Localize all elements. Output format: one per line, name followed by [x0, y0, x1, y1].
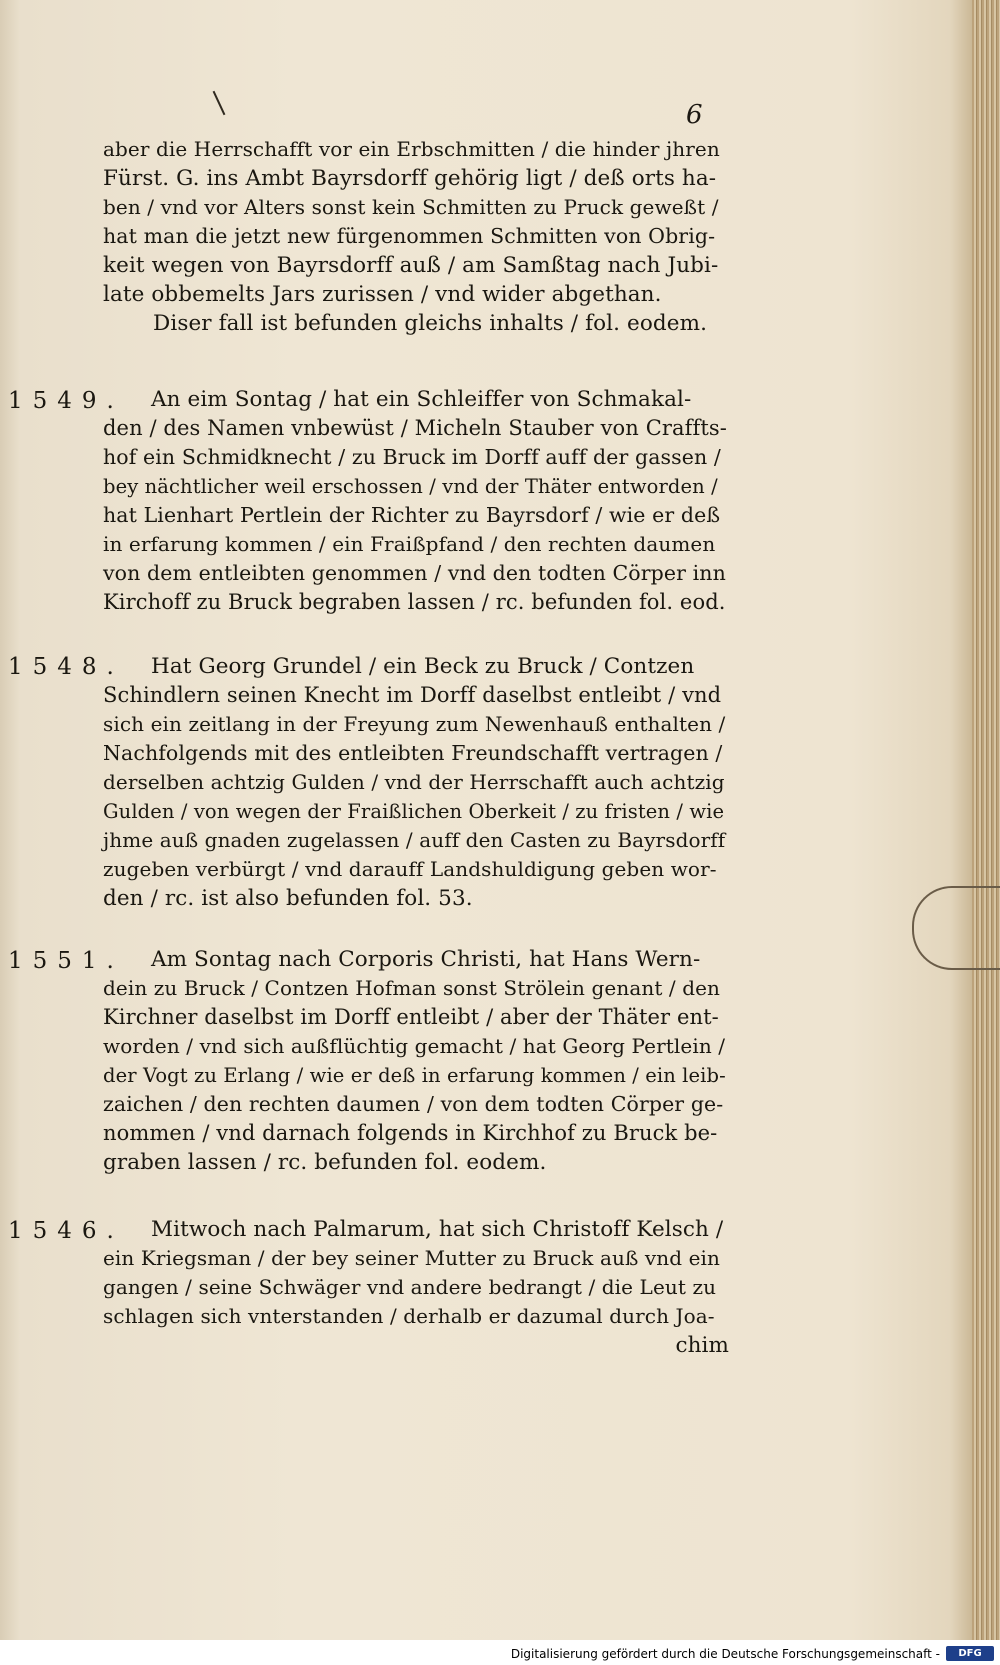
text-line: derselben achtzig Gulden / vnd der Herrschafft auch achtzig — [103, 770, 725, 794]
text-line: dein zu Bruck / Contzen Hofman sonst Strölein genant / den — [103, 976, 721, 1000]
text-line: bey nächtlicher weil erschossen / vnd der Thäter entworden / — [103, 475, 718, 498]
text-line: Fürst. G. ins Ambt Bayrsdorff gehörig ligt / deß orts ha- — [103, 166, 717, 191]
text-line: Kirchoff zu Bruck begraben lassen / rc. befunden fol. eod. — [103, 590, 726, 614]
entry-paragraph — [103, 652, 729, 913]
text-line: An eim Sontag / hat ein Schleiffer von Schmakal- — [151, 387, 692, 412]
text-line: ben / vnd vor Alters sonst kein Schmitten zu Pruck geweßt / — [103, 195, 719, 219]
text-line: von dem entleibten genommen / vnd den todten Cörper inn — [103, 561, 726, 585]
text-line: late obbemelts Jars zurissen / vnd wider abgethan. — [103, 282, 662, 307]
text-line: aber die Herrschafft vor ein Erbschmitten / die hinder jhren — [103, 137, 720, 161]
text-line: Nachfolgends mit des entleibten Freundschafft vertragen / — [103, 741, 723, 765]
page-number: 6 — [686, 100, 703, 130]
paper-clip — [912, 886, 1000, 970]
entry-year: 1546. — [8, 1218, 124, 1244]
text-line: graben lassen / rc. befunden fol. eodem. — [103, 1150, 547, 1175]
text-line: ein Kriegsman / der bey seiner Mutter zu Bruck auß vnd ein — [103, 1246, 721, 1270]
entry-paragraph — [103, 1215, 729, 1360]
text-line: nommen / vnd darnach folgends in Kirchhof zu Bruck be- — [103, 1121, 718, 1145]
text-line: keit wegen von Bayrsdorff auß / am Samßtag nach Jubi- — [103, 253, 719, 278]
funding-credit: Digitalisierung gefördert durch die Deutsche Forschungsgemeinschaft - — [510, 1647, 940, 1661]
text-line: Hat Georg Grundel / ein Beck zu Bruck / Contzen — [151, 654, 695, 679]
text-line: hof ein Schmidknecht / zu Bruck im Dorff auff der gassen / — [103, 445, 721, 469]
text-line: in erfarung kommen / ein Fraißpfand / den rechten daumen — [103, 532, 716, 556]
entry-paragraph — [103, 385, 729, 617]
text-line: hat man die jetzt new fürgenommen Schmitten von Obrig- — [103, 224, 716, 248]
text-line: jhme auß gnaden zugelassen / auff den Casten zu Bayrsdorff — [103, 828, 726, 852]
entry-paragraph — [103, 945, 729, 1177]
text-line: zaichen / den rechten daumen / von dem todten Cörper ge- — [103, 1092, 724, 1116]
text-line: zugeben verbürgt / vnd darauff Landshuldigung geben wor- — [103, 857, 717, 881]
ink-mark — [213, 91, 226, 115]
footer-bar — [0, 1640, 1000, 1665]
text-line: sich ein zeitlang in der Freyung zum Newenhauß enthalten / — [103, 712, 726, 736]
text-line: Kirchner daselbst im Dorff entleibt / aber der Thäter ent- — [103, 1005, 719, 1029]
text-line: Am Sontag nach Corporis Christi, hat Hans Wern- — [151, 947, 701, 972]
text-line: Diser fall ist befunden gleichs inhalts / fol. eodem. — [153, 311, 708, 336]
text-line: den / rc. ist also befunden fol. 53. — [103, 886, 473, 911]
text-line: Schindlern seinen Knecht im Dorff daselbst entleibt / vnd — [103, 683, 722, 707]
catchword: chim — [675, 1333, 729, 1358]
text-line: den / des Namen vnbewüst / Micheln Stauber von Craffts- — [103, 416, 727, 440]
entry-year: 1549. — [8, 388, 124, 414]
page-edge — [972, 0, 1000, 1640]
text-line: hat Lienhart Pertlein der Richter zu Bayrsdorf / wie er deß — [103, 503, 721, 527]
dfg-logo: DFG — [946, 1646, 994, 1661]
text-line: worden / vnd sich außflüchtig gemacht / hat Georg Pertlein / — [103, 1034, 726, 1058]
text-line: der Vogt zu Erlang / wie er deß in erfarung kommen / ein leib- — [103, 1064, 726, 1087]
entry-year: 1548. — [8, 654, 124, 680]
text-line: schlagen sich vnterstanden / derhalb er dazumal durch Joa- — [103, 1304, 715, 1328]
text-line: gangen / seine Schwäger vnd andere bedrangt / die Leut zu — [103, 1275, 717, 1299]
entry-year: 1551. — [8, 948, 124, 974]
intro-paragraph — [103, 135, 729, 338]
text-line: Gulden / von wegen der Fraißlichen Oberkeit / zu fristen / wie — [103, 800, 725, 823]
text-line: Mitwoch nach Palmarum, hat sich Christoff Kelsch / — [151, 1217, 724, 1242]
